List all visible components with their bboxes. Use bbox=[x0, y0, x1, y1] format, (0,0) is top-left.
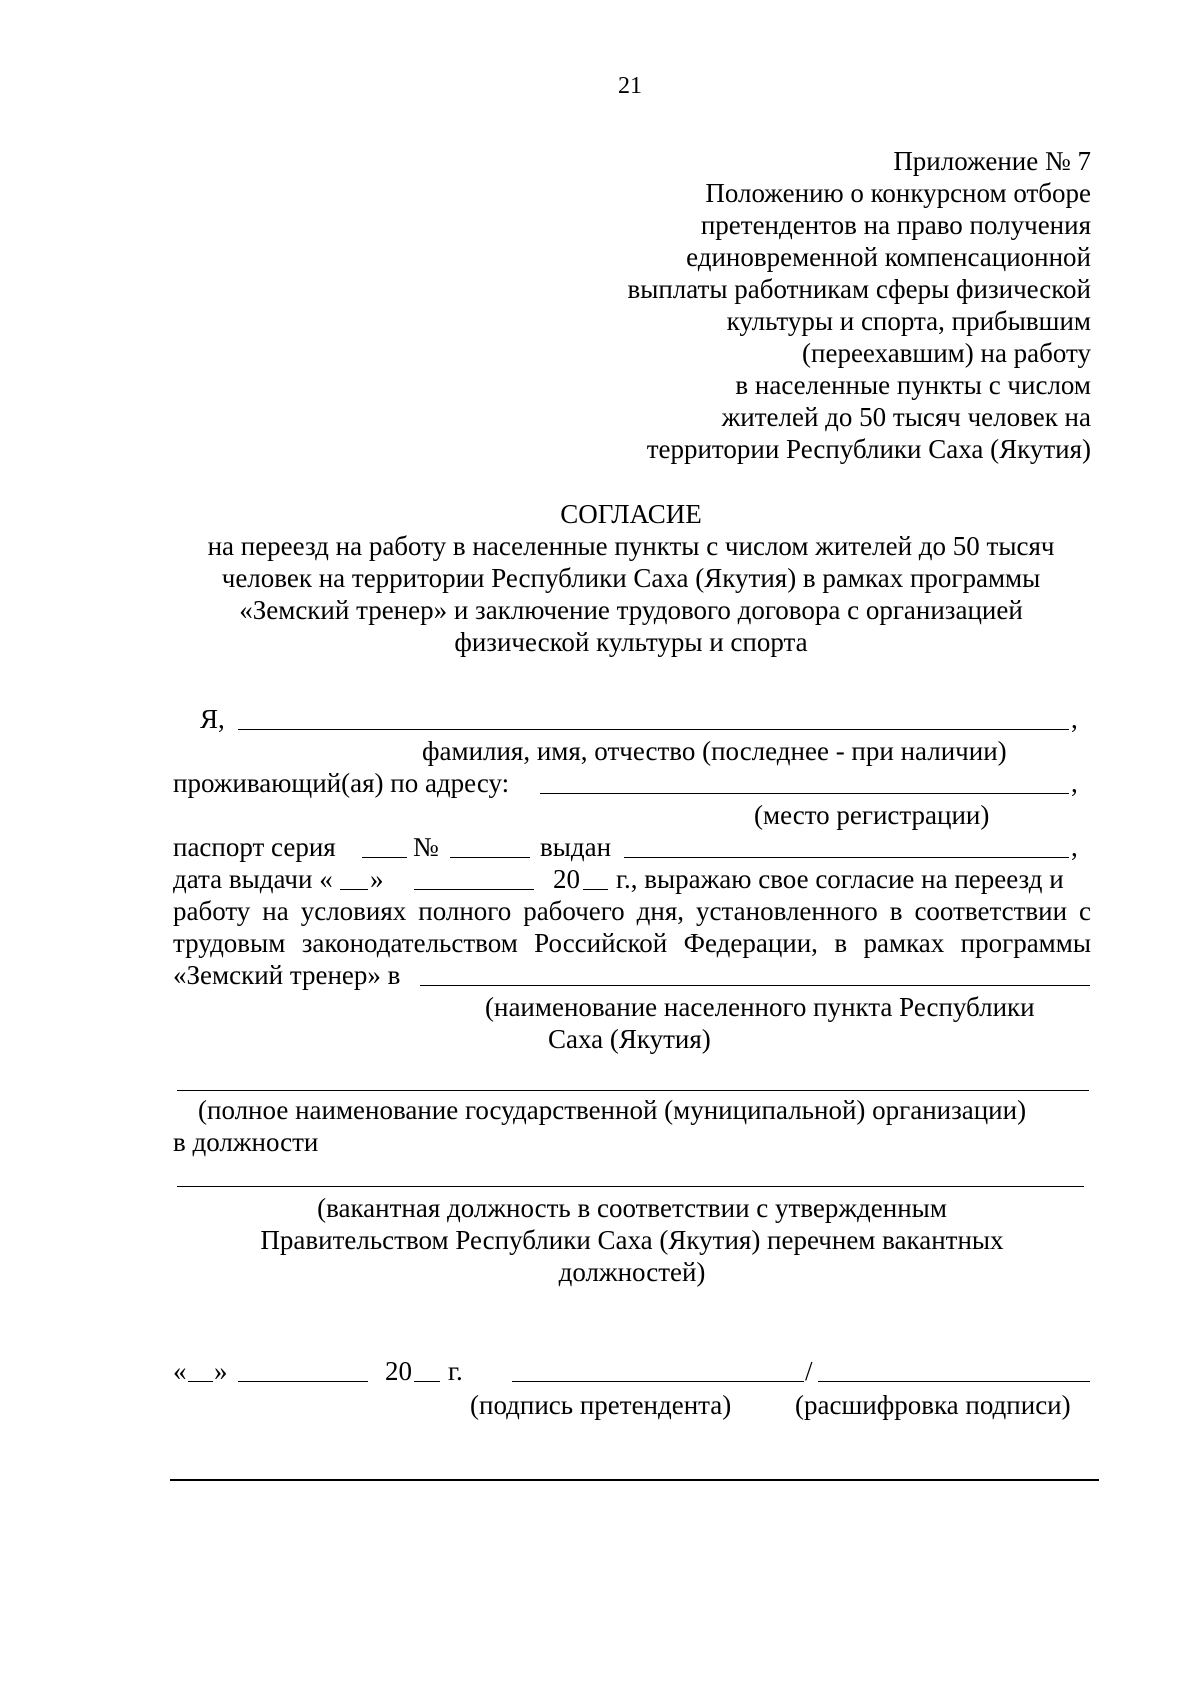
signature-decoding-field[interactable] bbox=[818, 1381, 1090, 1382]
appendix-header bbox=[627, 145, 1091, 465]
body-line: работу на условиях полного рабочего дня, установленного в соответствии с bbox=[173, 896, 1091, 926]
comma: , bbox=[1071, 832, 1078, 862]
issue-year-prefix: 20 bbox=[553, 864, 580, 894]
issue-year-field[interactable] bbox=[583, 889, 608, 890]
document-title: СОГЛАСИЕ bbox=[560, 499, 702, 529]
subtitle-line: «Земский тренер» и заключение трудового договора с организацией bbox=[239, 595, 1023, 625]
appendix-line: культуры и спорта, прибывшим bbox=[726, 306, 1091, 336]
subtitle-line: на переезд на работу в населенные пункты с числом жителей до 50 тысяч bbox=[207, 531, 1055, 561]
issue-month-field[interactable] bbox=[414, 889, 534, 890]
position-caption: Правительством Республики Саха (Якутия) перечнем вакантных bbox=[260, 1225, 1004, 1255]
appendix-line: территории Республики Саха (Якутия) bbox=[646, 434, 1091, 464]
issue-day-field[interactable] bbox=[340, 889, 368, 890]
appendix-line: жителей до 50 тысяч человек на bbox=[721, 402, 1091, 432]
position-field[interactable] bbox=[177, 1186, 1084, 1187]
issue-date-label: дата выдачи « bbox=[173, 864, 333, 894]
body-line: трудовым законодательством Российской Федерации, в рамках программы bbox=[173, 928, 1091, 958]
position-caption: должностей) bbox=[558, 1257, 706, 1287]
sign-date-open: « bbox=[173, 1356, 187, 1386]
address-label: проживающий(ая) по адресу: bbox=[173, 768, 510, 798]
organization-field[interactable] bbox=[177, 1090, 1089, 1091]
sign-year-prefix: 20 bbox=[385, 1356, 412, 1386]
subtitle-line: человек на территории Республики Саха (Якутия) в рамках программы bbox=[221, 563, 1041, 593]
passport-series-label: паспорт серия bbox=[173, 832, 336, 862]
appendix-line: претендентов на право получения bbox=[700, 210, 1091, 240]
sign-year-suffix: г. bbox=[448, 1356, 463, 1386]
passport-series-field[interactable] bbox=[362, 857, 407, 858]
subtitle-line: физической культуры и спорта bbox=[454, 627, 808, 657]
signature-field[interactable] bbox=[512, 1381, 804, 1382]
issued-by-label: выдан bbox=[540, 832, 612, 862]
organization-caption: (полное наименование государственной (муниципальной) организации) bbox=[198, 1095, 1027, 1125]
passport-number-field[interactable] bbox=[450, 857, 530, 858]
position-label: в должности bbox=[173, 1127, 319, 1157]
sign-date-close: » bbox=[214, 1356, 228, 1386]
issue-date-close: » bbox=[370, 864, 384, 894]
fio-field[interactable] bbox=[238, 729, 1069, 730]
i-prefix: Я, bbox=[200, 704, 225, 734]
decoding-caption: (расшифровка подписи) bbox=[795, 1390, 1071, 1420]
appendix-line: единовременной компенсационной bbox=[686, 242, 1091, 272]
appendix-line: Приложение № 7 bbox=[893, 146, 1091, 176]
appendix-line: Положению о конкурсном отборе bbox=[705, 178, 1091, 208]
address-caption: (место регистрации) bbox=[754, 800, 990, 830]
passport-number-label: № bbox=[413, 832, 439, 862]
appendix-line: в населенные пункты с числом bbox=[735, 370, 1091, 400]
comma: , bbox=[1071, 768, 1078, 798]
settlement-field[interactable] bbox=[420, 985, 1090, 986]
fio-caption: фамилия, имя, отчество (последнее - при наличии) bbox=[422, 736, 1007, 766]
comma: , bbox=[1071, 704, 1078, 734]
document-subtitle bbox=[160, 530, 1102, 658]
appendix-line: (переехавшим) на работу bbox=[802, 338, 1091, 368]
sign-day-field[interactable] bbox=[188, 1381, 213, 1382]
consent-tail: г., выражаю свое согласие на переезд и bbox=[616, 864, 1064, 894]
sign-year-field[interactable] bbox=[414, 1381, 440, 1382]
address-field[interactable] bbox=[540, 793, 1069, 794]
program-label: «Земский тренер» в bbox=[173, 960, 401, 990]
issued-by-field[interactable] bbox=[624, 857, 1069, 858]
settlement-caption: Саха (Якутия) bbox=[548, 1024, 711, 1054]
bottom-divider bbox=[170, 1479, 1099, 1481]
position-caption: (вакантная должность в соответствии с утвержденным bbox=[317, 1193, 947, 1223]
signature-caption: (подпись претендента) bbox=[470, 1390, 732, 1420]
appendix-line: выплаты работникам сферы физической bbox=[627, 274, 1091, 304]
sign-month-field[interactable] bbox=[238, 1381, 368, 1382]
page-number: 21 bbox=[618, 73, 642, 99]
settlement-caption: (наименование населенного пункта Республики bbox=[485, 992, 1035, 1022]
slash: / bbox=[805, 1356, 813, 1386]
